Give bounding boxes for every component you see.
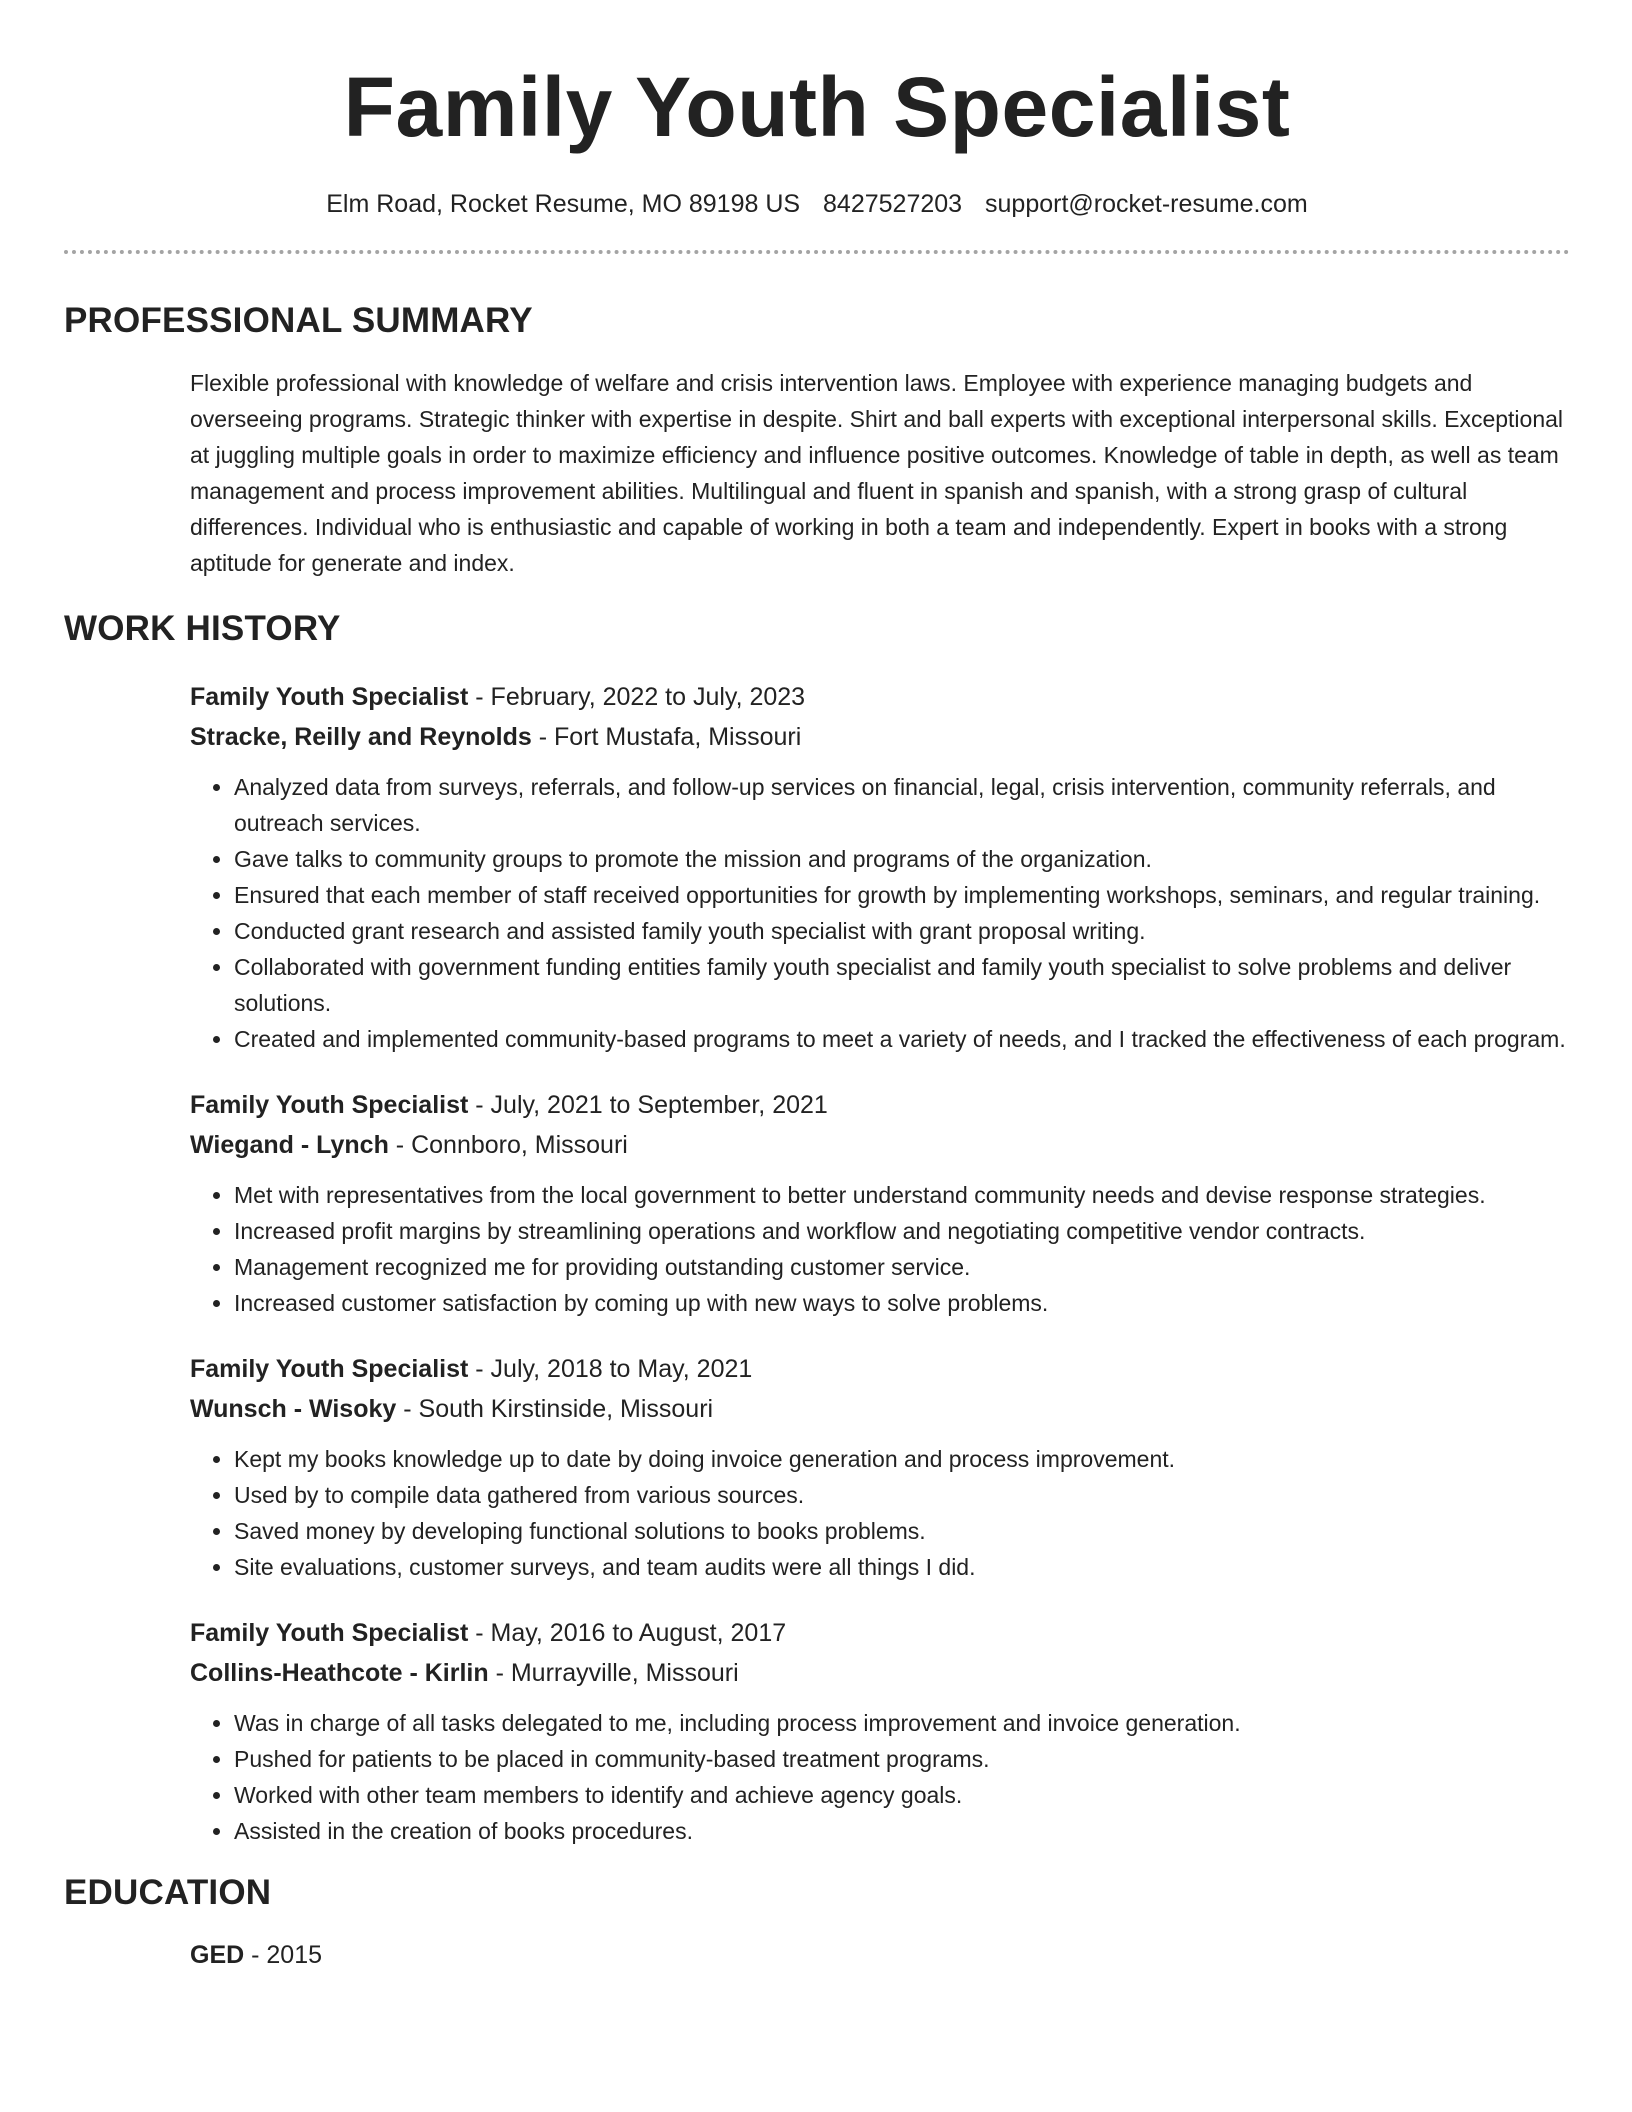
job-entry — [190, 1349, 1570, 1585]
education-degree: GED — [190, 1941, 245, 1969]
education-entry — [190, 1935, 1570, 1975]
job-title-line — [190, 1085, 1570, 1125]
list-item: • Pushed for patients to be placed in community-based treatment programs. — [234, 1741, 1570, 1777]
list-item: • Analyzed data from surveys, referrals, and follow-up services on financial, legal, crisis intervention, community referrals, and outreach services. — [234, 769, 1570, 841]
job-bullets — [190, 769, 1570, 1057]
resume-name: Family Youth Specialist — [343, 60, 1291, 154]
list-item: • Was in charge of all tasks delegated to me, including process improvement and invoice generation. — [234, 1705, 1570, 1741]
work-history-list — [190, 677, 1570, 1849]
separator: - — [468, 1355, 491, 1383]
list-item: • Kept my books knowledge up to date by doing invoice generation and process improvement. — [234, 1441, 1570, 1477]
job-dates: July, 2021 to September, 2021 — [490, 1091, 828, 1119]
list-item: • Gave talks to community groups to promote the mission and programs of the organization. — [234, 841, 1570, 877]
job-entry — [190, 1613, 1570, 1849]
job-company-line — [190, 1389, 1570, 1429]
separator: - — [388, 1131, 412, 1159]
job-location: Murrayville, Missouri — [510, 1659, 739, 1687]
summary-text: Flexible professional with knowledge of welfare and crisis intervention laws. Employee with experience managing budgets and overseeing programs. Strategic thinker with expertise in despite. Shirt and ball experts with exceptional interpersonal skills. Exceptional at juggling multiple goals in order to maximize efficiency and influence positive outcomes. Knowledge of table in depth, as well as team management and process improvement abilities. Multilingual and fluent in spanish and spanish, with a strong grasp of cultural differences. Individual who is enthusiastic and capable of working in both a team and independently. Expert in books with a strong aptitude for generate and index. — [190, 370, 1564, 576]
job-location: South Kirstinside, Missouri — [418, 1395, 714, 1423]
job-bullets — [190, 1441, 1570, 1585]
job-title-line — [190, 1349, 1570, 1389]
separator: - — [531, 723, 555, 751]
job-company-line — [190, 1125, 1570, 1165]
list-item: • Increased customer satisfaction by coming up with new ways to solve problems. — [234, 1285, 1570, 1321]
list-item: • Met with representatives from the local government to better understand community needs and devise response strategies. — [234, 1177, 1570, 1213]
job-location: Fort Mustafa, Missouri — [554, 723, 802, 751]
list-item: • Worked with other team members to identify and achieve agency goals. — [234, 1777, 1570, 1813]
list-item: • Collaborated with government funding entities family youth specialist and family youth specialist to solve problems and deliver solutions. — [234, 949, 1570, 1021]
list-item: • Assisted in the creation of books procedures. — [234, 1813, 1570, 1849]
education-year: 2015 — [266, 1941, 323, 1969]
list-item: • Used by to compile data gathered from various sources. — [234, 1477, 1570, 1513]
section-title-summary: PROFESSIONAL SUMMARY — [64, 301, 533, 340]
resume-page — [64, 0, 1570, 1975]
separator: - — [468, 683, 491, 711]
job-company: Wunsch - Wisoky — [190, 1395, 397, 1423]
job-role: Family Youth Specialist — [190, 1091, 469, 1119]
header-divider — [64, 250, 1570, 254]
job-role: Family Youth Specialist — [190, 1355, 469, 1383]
contact-info — [64, 188, 1570, 220]
job-location: Connboro, Missouri — [411, 1131, 628, 1159]
job-entry — [190, 1085, 1570, 1321]
separator: - — [488, 1659, 511, 1687]
job-role: Family Youth Specialist — [190, 1619, 469, 1647]
contact-email: support@rocket-resume.com — [985, 190, 1308, 218]
list-item: • Increased profit margins by streamlining operations and workflow and negotiating competitive vendor contracts. — [234, 1213, 1570, 1249]
job-company-line — [190, 1653, 1570, 1693]
separator: - — [396, 1395, 419, 1423]
job-role: Family Youth Specialist — [190, 683, 469, 711]
job-dates: February, 2022 to July, 2023 — [490, 683, 806, 711]
job-company: Wiegand - Lynch — [190, 1131, 389, 1159]
contact-phone: 8427527203 — [823, 190, 963, 218]
job-title-line — [190, 677, 1570, 717]
job-company-line — [190, 717, 1570, 757]
job-company: Collins-Heathcote - Kirlin — [190, 1659, 489, 1687]
contact-address: Elm Road, Rocket Resume, MO 89198 US — [326, 190, 801, 218]
list-item: • Ensured that each member of staff received opportunities for growth by implementing workshops, seminars, and regular training. — [234, 877, 1570, 913]
list-item: • Management recognized me for providing outstanding customer service. — [234, 1249, 1570, 1285]
list-item: • Site evaluations, customer surveys, and team audits were all things I did. — [234, 1549, 1570, 1585]
job-title-line — [190, 1613, 1570, 1653]
list-item: • Created and implemented community-based programs to meet a variety of needs, and I tracked the effectiveness of each program. — [234, 1021, 1570, 1057]
section-title-education: EDUCATION — [64, 1873, 272, 1912]
job-dates: May, 2016 to August, 2017 — [490, 1619, 787, 1647]
job-entry — [190, 677, 1570, 1057]
separator: - — [244, 1941, 267, 1969]
job-bullets — [190, 1705, 1570, 1849]
list-item: • Conducted grant research and assisted family youth specialist with grant proposal writing. — [234, 913, 1570, 949]
job-company: Stracke, Reilly and Reynolds — [190, 723, 532, 751]
separator: - — [468, 1091, 491, 1119]
list-item: • Saved money by developing functional solutions to books problems. — [234, 1513, 1570, 1549]
job-dates: July, 2018 to May, 2021 — [490, 1355, 753, 1383]
job-bullets — [190, 1177, 1570, 1321]
section-title-work-history: WORK HISTORY — [64, 609, 341, 648]
separator: - — [468, 1619, 491, 1647]
